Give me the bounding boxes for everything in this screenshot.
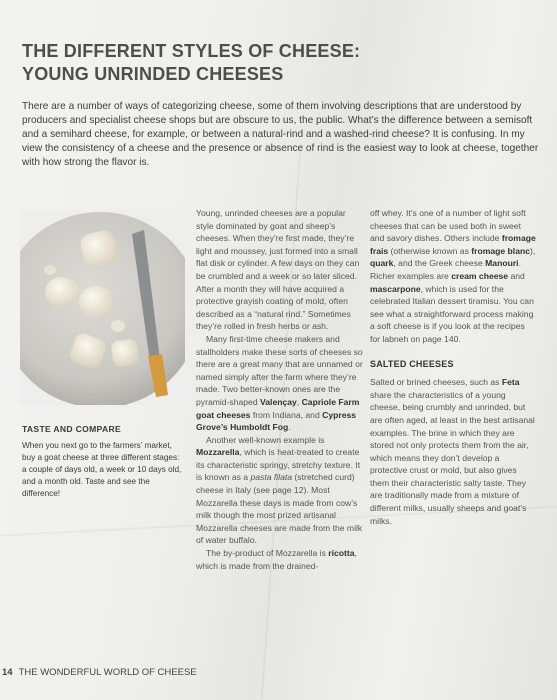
cheese-name: quark bbox=[370, 258, 394, 269]
cheese-name: ricotta bbox=[328, 548, 355, 559]
page-number: 14 bbox=[2, 667, 13, 678]
cheese-name: Valençay bbox=[260, 396, 297, 407]
paragraph: The by-product of Mozzarella is ricotta, which is made from the drained- bbox=[196, 548, 357, 571]
cheese-name: Manouri bbox=[485, 258, 519, 269]
paragraph: Another well-known example is Mozzarella, which is heat-treated to create its characteristic springy, stretchy texture. It is known as a pasta filata (stretched curd) cheese in Italy (see page 12). Most Mozzarella these days is made from cow’s milk though the most prized artisanal Mozzarella cheeses are made from the milk of water buffalo. bbox=[196, 434, 363, 546]
cheese-name: cream cheese bbox=[451, 270, 509, 281]
page-footer bbox=[2, 667, 197, 678]
book-title: THE WONDERFUL WORLD OF CHEESE bbox=[18, 667, 197, 678]
cheese-name: Cypress Grove’s Humboldt Fog bbox=[196, 409, 357, 433]
cheese-name: fromage frais bbox=[370, 233, 536, 256]
body-column-2 bbox=[196, 207, 364, 572]
paragraph: Young, unrinded cheeses are a popular style dominated by goat and sheep’s cheeses. When they’re first made, they’re light and moussey, just formed into a small flat disk or cylinder. A few days on they can be crumbled and a week or so later sliced. After a month they will have acquired a protective grayish coating of mold, often described as a “natural rind.” Sometimes they’re rolled in fresh herbs or ash. bbox=[196, 208, 360, 332]
cheese-name: Mozzarella bbox=[196, 447, 240, 458]
cheese-photo bbox=[20, 210, 185, 405]
title-line-1: THE DIFFERENT STYLES OF CHEESE: bbox=[22, 41, 361, 61]
section-heading: SALTED CHEESES bbox=[370, 358, 454, 369]
cheese-name: Capriole Farm goat cheeses bbox=[196, 396, 360, 420]
cheese-name: mascarpone bbox=[370, 283, 421, 294]
intro-paragraph: There are a number of ways of categorizing cheese, some of them involving descriptions that are understood by producers and specialist cheese shops but are obscure to us, the public. What’s the difference between a semisoft and a semihard cheese, for example, or between a natural-rind and a washed-rind cheese? It is confusing. In my view the consistency of a cheese and the presence or absence of rind is the easiest way to look at cheese, together with how strong the flavor is. bbox=[22, 101, 539, 168]
sidebar-heading: TASTE AND COMPARE bbox=[22, 424, 121, 434]
cheese-name: fromage blanc bbox=[471, 245, 531, 256]
paragraph: Salted or brined cheeses, such as Feta share the characteristics of a young cheese, being crumbly and unrinded, but are often aged, at least in the best artisanal examples. The brine in which they are stored not only protects them from the air, which means they don’t develop a protective crust or mold, but also gives them their characteristic salty taste. They are traditionally made from a mixture of different milks, usually sheeps and goat’s milks. bbox=[370, 377, 535, 526]
italic-term: pasta filata bbox=[250, 472, 293, 483]
cheese-board-illustration bbox=[20, 210, 185, 405]
paragraph: Many first-time cheese makers and stallholders make these sorts of cheeses so there are a great many that are unnamed or named simply after the farm where they’re made. Two better-known ones are the pyramid-shaped Valençay, Capriole Farm goat cheeses from Indiana, and Cypress Grove’s Humboldt Fog. bbox=[196, 333, 363, 433]
paragraph: off whey. It’s one of a number of light soft cheeses that can be used both in sweet and savory dishes. Others include fromage frais (otherwise known as fromage blanc), quark, and the Greek cheese Manouri. Richer examples are cream cheese and mascarpone, which is used for the celebrated Italian dessert tiramisu. You can see what a straightforward process making a soft cheese is if you look at the recipes for labneh on page 140. bbox=[370, 208, 536, 344]
body-column-3 bbox=[370, 207, 536, 527]
sidebar-body: When you next go to the farmers’ market, buy a goat cheese at three different stages: a couple of days old, a week or 10 days old, and a month old. Taste and see the difference! bbox=[22, 441, 182, 498]
page-title bbox=[22, 40, 542, 86]
title-line-2: YOUNG UNRINDED CHEESES bbox=[22, 64, 284, 84]
cheese-name: Feta bbox=[501, 377, 520, 388]
